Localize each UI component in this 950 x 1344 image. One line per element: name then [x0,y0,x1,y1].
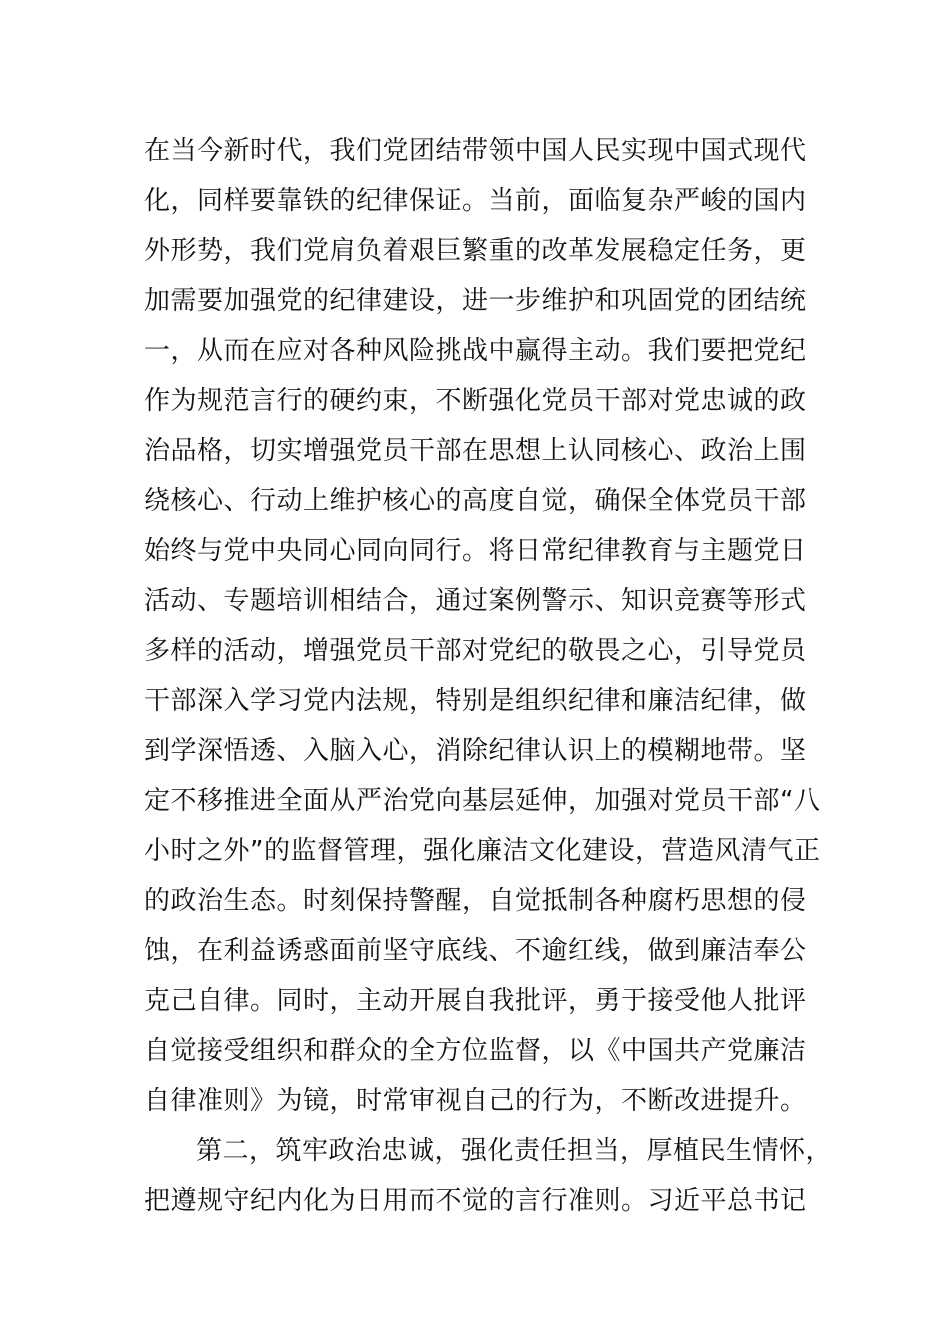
text-line: 治品格，切实增强党员干部在思想上认同核心、政治上围 [144,436,807,466]
paragraph-1 [144,126,844,1126]
text-line: 活动、专题培训相结合，通过案例警示、知识竞赛等形式 [144,586,807,616]
text-line: 在当今新时代，我们党团结带领中国人民实现中国式现代 [144,136,807,166]
text-line: 第二，筑牢政治忠诚，强化责任担当，厚植民生情怀， [196,1136,833,1166]
text-line: 自觉接受组织和群众的全方位监督，以《中国共产党廉洁 [144,1036,807,1066]
text-line: 的政治生态。时刻保持警醒，自觉抵制各种腐朽思想的侵 [144,886,807,916]
body-text [144,126,844,1226]
text-line: 作为规范言行的硬约束，不断强化党员干部对党忠诚的政 [144,386,807,416]
paragraph-2 [144,1126,844,1226]
text-line: 到学深悟透、入脑入心，消除纪律认识上的模糊地带。坚 [144,736,807,766]
text-line: 把遵规守纪内化为日用而不觉的言行准则。习近平总书记 [144,1186,807,1216]
text-line: 外形势，我们党肩负着艰巨繁重的改革发展稳定任务，更 [144,236,807,266]
text-line: 加需要加强党的纪律建设，进一步维护和巩固党的团结统 [144,286,807,316]
text-line: 干部深入学习党内法规，特别是组织纪律和廉洁纪律，做 [144,686,807,716]
text-line: 小时之外”的监督管理，强化廉洁文化建设，营造风清气正 [144,836,821,866]
text-line: 绕核心、行动上维护核心的高度自觉，确保全体党员干部 [144,486,807,516]
text-line: 定不移推进全面从严治党向基层延伸，加强对党员干部“八 [144,786,821,816]
text-line: 始终与党中央同心同向同行。将日常纪律教育与主题党日 [144,536,807,566]
text-line: 多样的活动，增强党员干部对党纪的敬畏之心，引导党员 [144,636,807,666]
text-line: 蚀，在利益诱惑面前坚守底线、不逾红线，做到廉洁奉公 [144,936,807,966]
text-line: 自律准则》为镜，时常审视自己的行为，不断改进提升。 [144,1086,807,1116]
text-line: 克己自律。同时，主动开展自我批评，勇于接受他人批评 [144,986,807,1016]
text-line: 一，从而在应对各种风险挑战中赢得主动。我们要把党纪 [144,336,807,366]
text-line: 化，同样要靠铁的纪律保证。当前，面临复杂严峻的国内 [144,186,807,216]
